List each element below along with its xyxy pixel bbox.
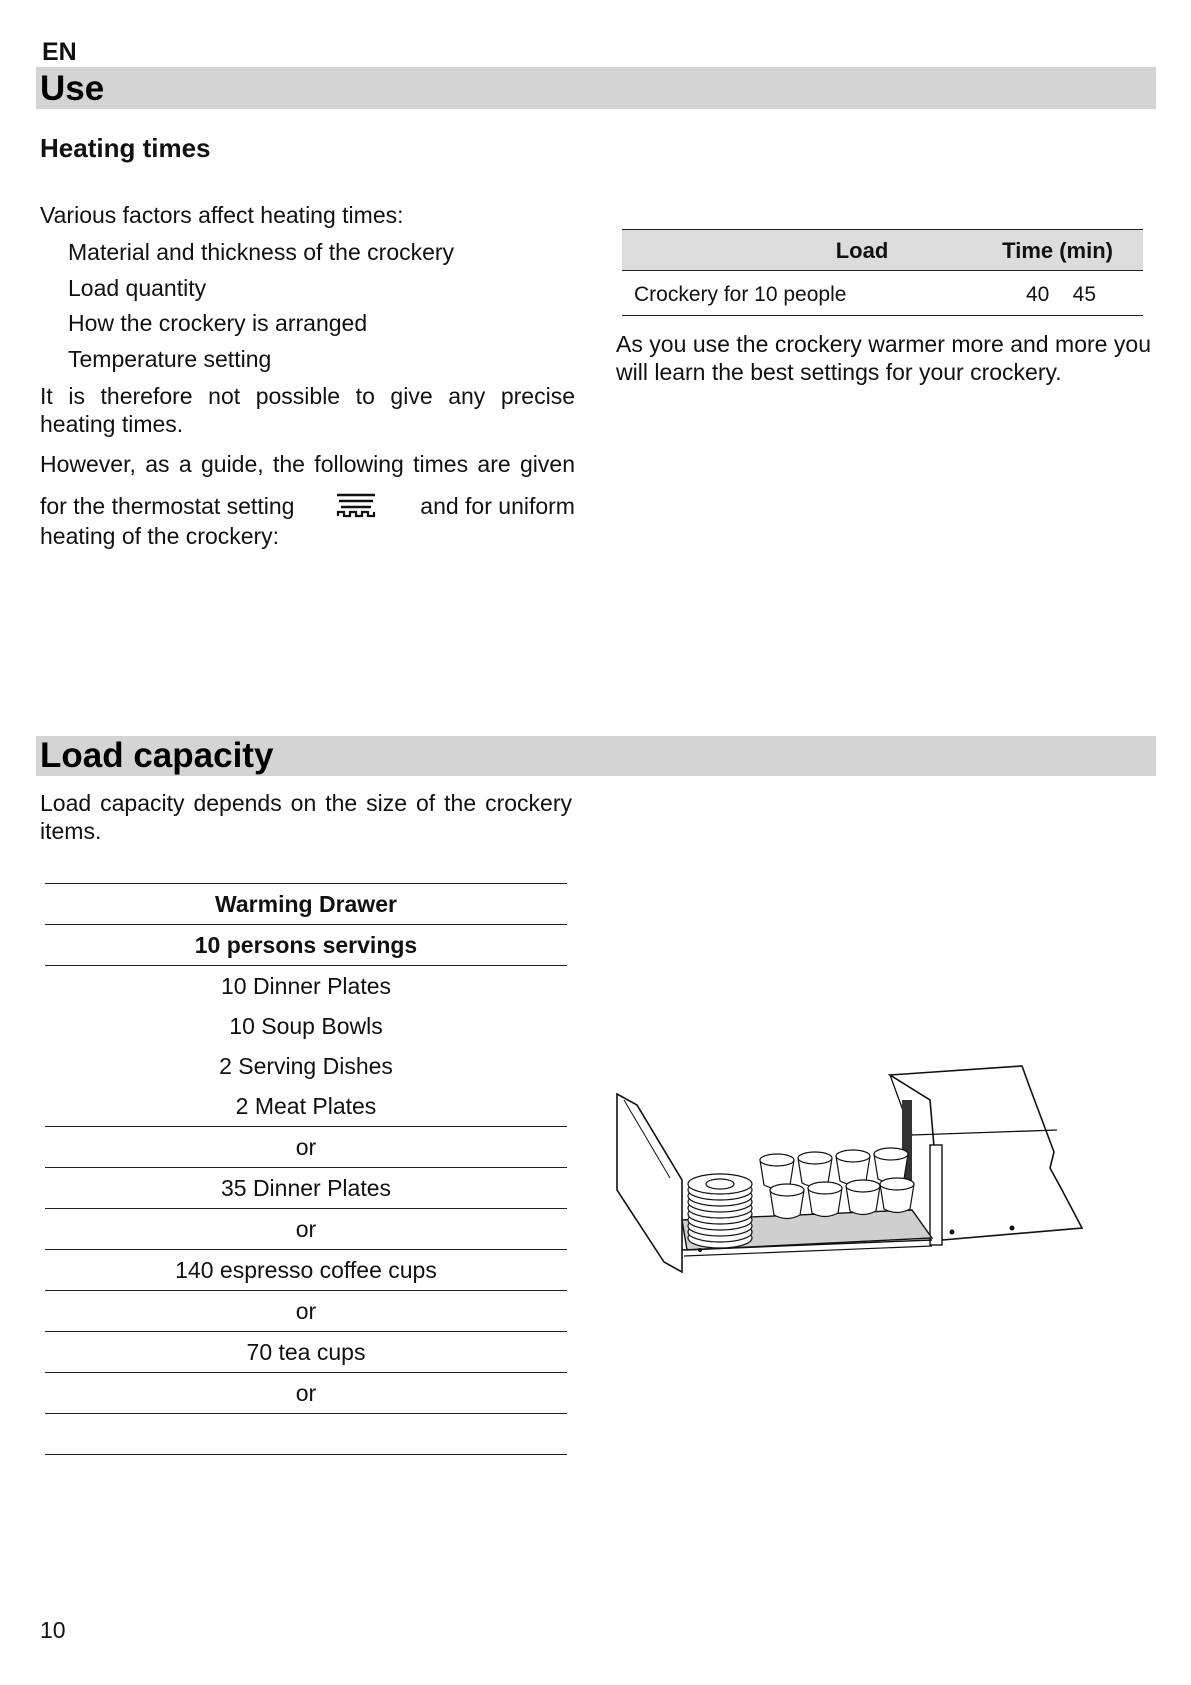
table-cell-load: Crockery for 10 people (634, 283, 847, 306)
table-row: 70 tea cups (45, 1332, 567, 1373)
table-row-or: or (45, 1127, 567, 1168)
table-row-or: or (45, 1291, 567, 1332)
table-row: 35 Dinner Plates (45, 1168, 567, 1209)
table-row: 2 Serving Dishes (219, 1052, 393, 1079)
list-item: Load quantity (68, 274, 207, 301)
table-row: 2 Meat Plates (45, 1086, 567, 1127)
thermostat-text-right: and for uniform (420, 493, 575, 519)
load-capacity-section-title: Load capacity (40, 736, 274, 775)
warming-drawer-illustration (612, 1060, 1112, 1290)
list-item: Material and thickness of the crockery (68, 239, 455, 265)
load-capacity-intro: Load capacity depends on the size of the crockery items. (40, 790, 572, 844)
table-row (622, 271, 1143, 316)
table-row: 140 espresso coffee cups (45, 1250, 567, 1291)
table-row: 10 Dinner Plates (220, 972, 392, 999)
best-settings-paragraph: As you use the crockery warmer more and more you will learn the best settings for your crockery. (616, 331, 1151, 385)
heating-factors-intro: Various factors affect heating times: (40, 202, 404, 228)
thermostat-setting-icon (335, 491, 379, 521)
table-header-servings: 10 persons servings (45, 925, 567, 966)
load-capacity-section-bar (36, 736, 1156, 776)
table-row: 10 Soup Bowls (229, 1012, 383, 1039)
load-capacity-table (45, 883, 567, 1455)
table-header-warming-drawer: Warming Drawer (45, 883, 567, 925)
heating-times-table (622, 229, 1143, 316)
page-number: 10 (40, 1617, 66, 1643)
language-label: EN (42, 38, 77, 66)
list-item: Temperature setting (68, 345, 272, 372)
table-row-empty (45, 1414, 567, 1455)
heating-factors-list (68, 235, 454, 377)
table-cell-time: 40 45 (1025, 283, 1096, 306)
guide-paragraph: However, as a guide, the following times are given (40, 451, 575, 477)
thermostat-line (40, 491, 575, 521)
use-section-bar (36, 67, 1156, 109)
thermostat-text-left: for the thermostat setting (40, 493, 295, 519)
list-item: How the crockery is arranged (68, 310, 368, 336)
uniform-heating-text: heating of the crockery: (40, 523, 280, 549)
column-header-time: Time (min) (1002, 238, 1113, 263)
heating-times-heading: Heating times (40, 133, 211, 163)
table-header-row (622, 229, 1143, 271)
table-row-or: or (45, 1373, 567, 1414)
precise-times-paragraph: It is therefore not possible to give any precise heating times. (40, 383, 575, 437)
table-row-or: or (45, 1209, 567, 1250)
use-section-title: Use (40, 69, 105, 108)
column-header-load: Load (835, 238, 889, 263)
